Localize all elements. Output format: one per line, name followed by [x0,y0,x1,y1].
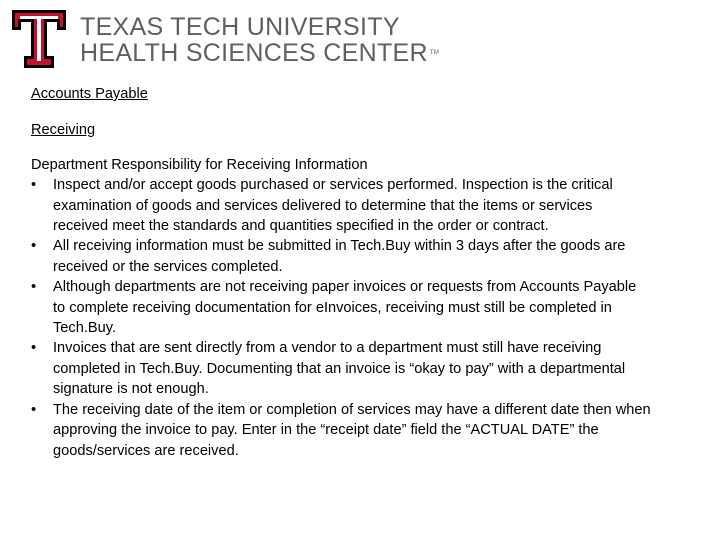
bullet-marker: • [31,279,37,296]
bullet-text: All receiving information must be submitted in Tech.Buy within 3 days after the goods are received or the services completed. [53,238,626,275]
bullet-marker: • [31,177,37,194]
list-item [31,175,651,236]
bullet-text: Invoices that are sent directly from a vendor to a department must still have receiving completed in Tech.Buy. Documenting that an invoice is “okay to pay” with a departmental signature is not enough. [53,340,626,398]
list-item [31,400,651,461]
bullet-text: Although departments are not receiving paper invoices or requests from Accounts Payable to complete receiving documentation for eInvoices, receiving must still be completed in Tech.Buy. [53,279,637,337]
institution-name [80,14,439,66]
institution-name-line2 [80,40,439,66]
bullet-text: The receiving date of the item or completion of services may have a different date then when approving the invoice to pay. Enter in the “receipt date” field the “ACTUAL DATE” the goods/services are received. [53,401,651,459]
section-heading: Receiving [31,122,96,139]
list-item [31,277,651,338]
bullet-marker: • [31,401,37,418]
trademark-mark: TM [429,50,440,56]
bullet-list [31,175,651,461]
institution-name-line1: TEXAS TECH UNIVERSITY [80,13,400,41]
bullet-marker: • [31,238,37,255]
document-title: Accounts Payable [31,86,148,102]
double-t-logo [10,8,68,70]
document-body [31,84,651,461]
list-item [31,338,651,399]
institution-name-line2-text: HEALTH SCIENCES CENTER [80,39,428,67]
list-item [31,236,651,277]
bullet-text: Inspect and/or accept goods purchased or services performed. Inspection is the critical examination of goods and services delivered to determine that the items or services received meet the standards and quantities specified in the order or contract. [53,177,613,235]
intro-line: Department Responsibility for Receiving Information [31,156,368,173]
bullet-marker: • [31,340,37,357]
